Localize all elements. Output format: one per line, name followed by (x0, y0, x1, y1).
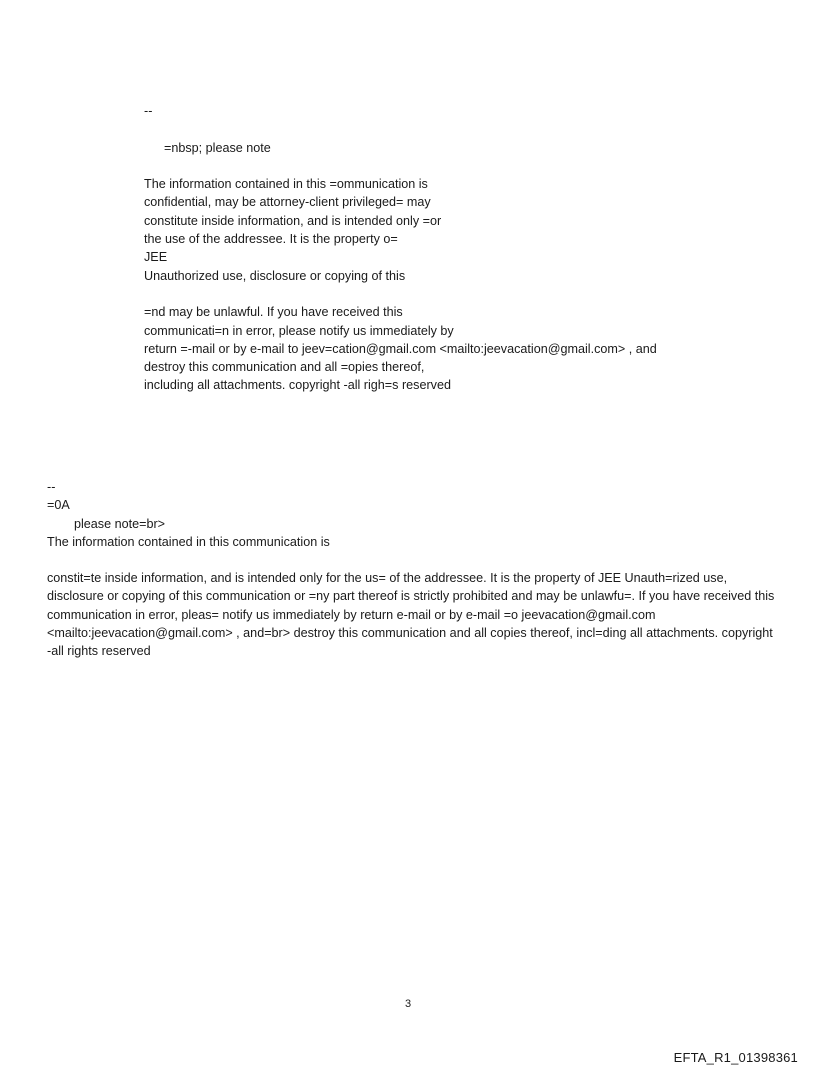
bottom-disclaimer-paragraph-block (47, 569, 777, 660)
bottom-note-line: please note=br> (74, 516, 166, 531)
top-separator: -- (144, 104, 153, 118)
top-line-10: destroy this communication and all =opies thereof, (144, 360, 425, 375)
top-line-4: the use of the addressee. It is the property o= (144, 232, 398, 247)
top-line-9: return =-mail or by e-mail to jeev=cation@gmail.com <mailto:jeevacation@gmail.com> , and (144, 341, 657, 356)
bottom-intro-line: The information contained in this communication is (47, 534, 330, 549)
top-line-5: JEE (144, 250, 168, 265)
bottom-separator: -- (47, 480, 56, 494)
top-note-line: =nbsp; please note (164, 140, 271, 155)
top-line-1: The information contained in this =ommunication is (144, 177, 428, 192)
bottom-code-line: =0A (47, 498, 70, 513)
top-line-7: =nd may be unlawful. If you have received this (144, 305, 403, 320)
bottom-disclaimer-paragraph: constit=te inside information, and is intended only for the us= of the addressee. It is the property of JEE Unauth=rized use, disclosure or copying of this communication or =ny part thereof is strictly prohibited and may be unlawfu=. If you have received this communication in error, pleas= notify us immediately by return e-mail or by e-mail =o jeevacation@gmail.com <mailto:jeevacation@gmail.com> , and=br> destroy this communication and all copies thereof, incl=ding all attachments. copyright -all rights reserved (47, 571, 775, 659)
top-line-2: confidential, may be attorney-client privileged= may (144, 195, 431, 210)
top-line-3: constitute inside information, and is intended only =or (144, 213, 442, 228)
bottom-email-disclaimer (47, 478, 330, 551)
top-line-8: communicati=n in error, please notify us immediately by (144, 323, 454, 338)
top-line-6: Unauthorized use, disclosure or copying of this (144, 268, 406, 283)
page-number: 3 (404, 998, 412, 1010)
top-email-disclaimer (144, 102, 657, 395)
top-line-11: including all attachments. copyright -all righ=s reserved (144, 378, 451, 393)
document-id: EFTA_R1_01398361 (673, 1050, 798, 1065)
